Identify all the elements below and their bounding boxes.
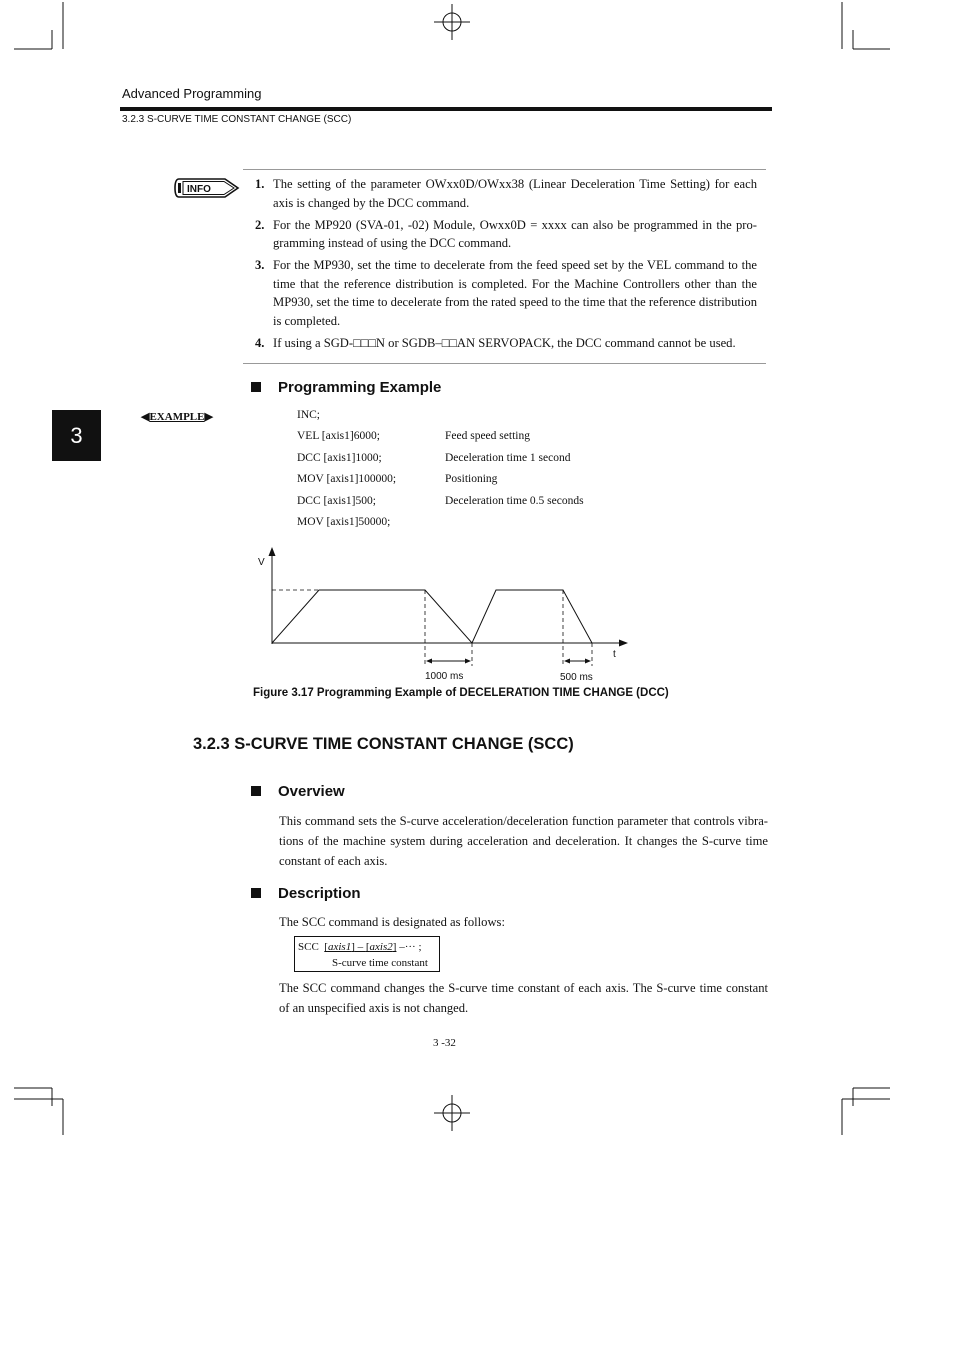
velocity-profile-line	[272, 590, 592, 643]
info-top-rule	[243, 169, 766, 170]
annotation-1000ms: 1000 ms	[425, 671, 464, 682]
code-line: VEL [axis1]6000;	[297, 430, 380, 442]
overview-paragraph: This command sets the S-curve acceleration/deceleration function parameter that controls vibra-tions of the machine system during acceleration and deceleration. It changes the S-curve time constant of each axis.	[279, 814, 768, 868]
info-note-3: 3. For the MP930, set the time to decelerate from the feed speed set by the VEL command to the time that the reference distribution is completed. For the Machine Controllers other than the MP930, set the time to decelerate from the rated speed to the time that the reference distribution is completed.	[255, 258, 757, 328]
y-axis-arrow-icon	[269, 547, 276, 556]
running-header-section: 3.2.3 S-CURVE TIME CONSTANT CHANGE (SCC)	[122, 114, 352, 125]
y-axis-label: V	[258, 557, 265, 568]
syntax-command: SCC	[298, 941, 319, 953]
x-axis-label: t	[613, 649, 616, 660]
code-comment: Deceleration time 1 second	[445, 452, 571, 464]
programming-example-heading: Programming Example	[251, 379, 441, 396]
info-notes-list	[255, 175, 757, 356]
velocity-profile-chart	[250, 540, 650, 686]
syntax-note: S-curve time constant	[332, 957, 428, 969]
svg-text:INFO: INFO	[187, 184, 211, 195]
figure-caption: Figure 3.17 Programming Example of DECELERATION TIME CHANGE (DCC)	[253, 687, 669, 699]
info-note-2: 2. For the MP920 (SVA-01, -02) Module, Owxx0D = xxxx can also be programmed in the pro-gramming instead of using the DCC command.	[255, 217, 757, 250]
chapter-tab: 3	[52, 410, 101, 461]
left-triangle-icon: ◀	[141, 411, 150, 423]
code-line: MOV [axis1]50000;	[297, 516, 391, 528]
square-bullet-icon	[251, 888, 261, 898]
section-title: 3.2.3 S-CURVE TIME CONSTANT CHANGE (SCC)	[193, 735, 574, 753]
x-axis-arrow-icon	[619, 640, 628, 647]
annotation-500ms: 500 ms	[560, 672, 593, 683]
code-comment: Deceleration time 0.5 seconds	[445, 495, 584, 507]
right-triangle-icon: ▶	[204, 411, 213, 423]
code-line: INC;	[297, 409, 320, 421]
description-paragraph: The SCC command changes the S-curve time constant of each axis. The S-curve time constant of an unspecified axis is not changed.	[279, 981, 768, 1015]
syntax-axis2: axis2	[369, 941, 393, 953]
square-bullet-icon	[251, 786, 261, 796]
info-bottom-rule	[243, 363, 766, 364]
square-bullet-icon	[251, 382, 261, 392]
page-number: 3 -32	[433, 1037, 456, 1049]
code-comment: Positioning	[445, 473, 498, 485]
overview-heading: Overview	[251, 783, 345, 800]
header-rule	[120, 107, 772, 111]
code-comment: Feed speed setting	[445, 430, 530, 442]
info-note-1: 1. The setting of the parameter OWxx0D/OWxx38 (Linear Deceleration Time Setting) for each axis is changed by the DCC command.	[255, 177, 757, 210]
info-icon	[173, 177, 241, 199]
code-line: MOV [axis1]100000;	[297, 473, 397, 485]
description-intro: The SCC command is designated as follows:	[279, 915, 505, 929]
scc-syntax-box: SCC [axis1] – [axis2] –··· ; S-curve time constant	[294, 936, 440, 972]
example-tag: ◀EXAMPLE▶	[141, 411, 213, 423]
info-note-4: 4. If using a SGD-□□□N or SGDB–□□AN SERVOPACK, the DCC command cannot be used.	[255, 335, 736, 350]
running-header-title: Advanced Programming	[122, 86, 262, 101]
syntax-axis1: axis1	[327, 941, 352, 953]
description-heading: Description	[251, 885, 361, 902]
code-line: DCC [axis1]1000;	[297, 452, 382, 464]
code-line: DCC [axis1]500;	[297, 495, 376, 507]
